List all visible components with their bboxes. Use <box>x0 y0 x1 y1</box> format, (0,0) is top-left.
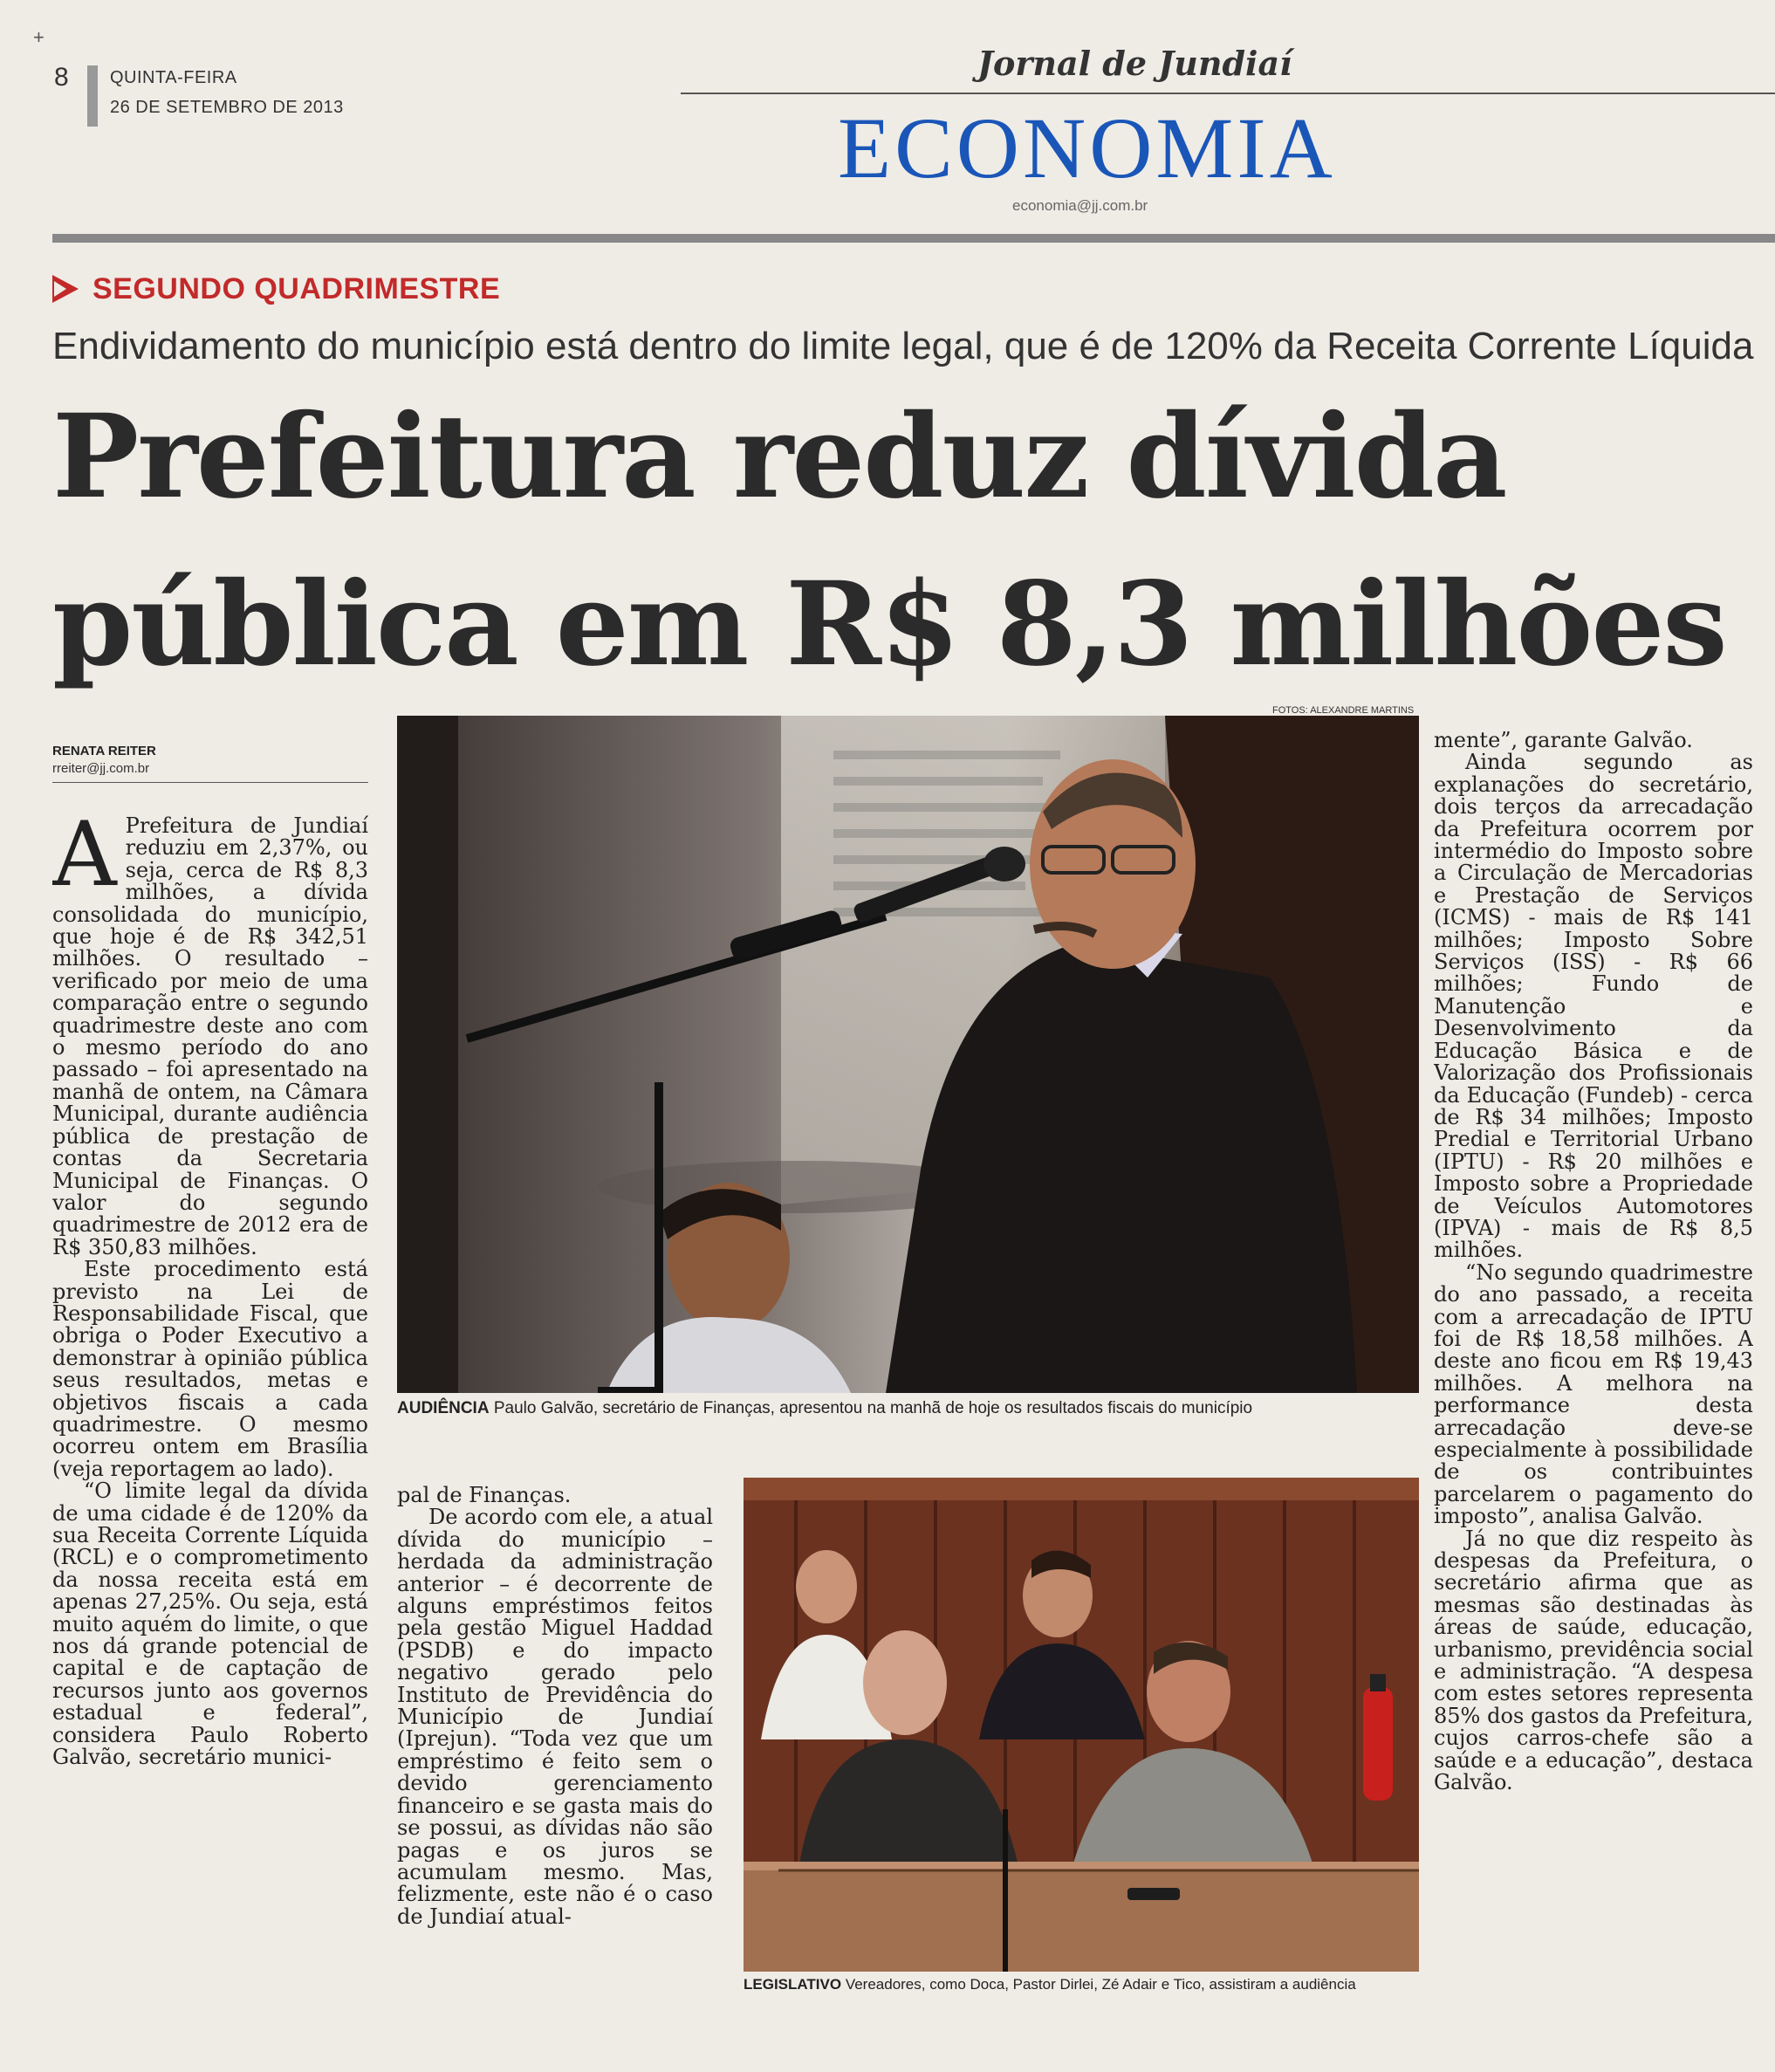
crop-mark: + <box>33 26 45 48</box>
section-divider <box>52 234 1775 243</box>
kicker-arrow-notch <box>54 281 66 297</box>
section-title: ECONOMIA <box>838 99 1336 196</box>
photo-credit: FOTOS: ALEXANDRE MARTINS <box>1272 705 1415 716</box>
issue-date: 26 DE SETEMBRO DE 2013 <box>110 98 344 117</box>
article-column-2 <box>397 1485 713 2052</box>
newspaper-name: Jornal de Jundiaí <box>977 44 1292 83</box>
photo-audiencia <box>397 716 1419 1393</box>
photo-audiencia-illustration <box>397 716 1419 1393</box>
issue-day: QUINTA-FEIRA <box>110 68 237 87</box>
column-2-paragraph-2: De acordo com ele, a atual dívida do município – herdada da administração anterior – é decorrente de alguns empréstimos feitos pela gestão Miguel Haddad (PSDB) e do impacto negativo gerado pelo Instituto de Previdência do Município de Jundiaí (Iprejun). “Toda vez que um empréstimo é feito sem o devido gerenciamento financeiro e se gasta mais do se possui, as dívidas não são pagas e os juros se acumulam mesmo. Mas, felizmente, este não é o caso de Jundiaí atual- <box>397 1505 713 1929</box>
article-column-3 <box>1434 730 1753 2056</box>
column-3-paragraph-1: mente”, garante Galvão. <box>1434 730 1693 752</box>
caption-text: Vereadores, como Doca, Pastor Dirlei, Zé Adair e Tico, assistiram a audiência <box>845 1976 1356 1993</box>
page-number: 8 <box>54 63 69 92</box>
photo-legislativo <box>744 1478 1419 1972</box>
headline-line-1: Prefeitura reduz dívida <box>52 389 1506 525</box>
caption-text: Paulo Galvão, secretário de Finanças, apresentou na manhã de hoje os resultados fiscais do município <box>493 1399 1253 1417</box>
caption-label: LEGISLATIVO <box>744 1976 842 1993</box>
article-column-1 <box>52 815 368 2055</box>
column-2-paragraph-1: pal de Finanças. <box>397 1485 572 1507</box>
photo-caption-audiencia <box>397 1399 1419 1418</box>
column-1-paragraph-2: Este procedimento está previsto na Lei de Responsabilidade Fiscal, que obriga o Poder Executivo a demonstrar à opinião pública seus resultados, metas e objetivos fiscais a cada quadrimestre. O mesmo ocorreu ontem em Brasília (veja reportagem ao lado). <box>52 1257 368 1481</box>
drop-cap: A <box>52 815 117 907</box>
article-kicker: SEGUNDO QUADRIMESTRE <box>93 272 501 305</box>
section-email: economia@jj.com.br <box>1012 197 1148 214</box>
header-rule <box>681 93 1775 94</box>
byline-author: RENATA REITER <box>52 744 156 758</box>
column-3-paragraph-3: “No segundo quadrimestre do ano passado, a receita com a arrecadação de IPTU foi de R$ 18,58 milhões. A deste ano ficou em R$ 19,43 milhões. A melhora na performance desta arrecadação deve-se especialmente à possibilidade de os contribuintes parcelarem o pagamento do imposto”, analisa Galvão. <box>1434 1259 1753 1529</box>
article-subhead: Endividamento do município está dentro do limite legal, que é de 120% da Receita Corrente Líquida <box>52 325 1754 367</box>
column-3-paragraph-4: Já no que diz respeito às despesas da Prefeitura, o secretário afirma que as mesmas são destinadas às áreas de saúde, educação, urbanismo, previdência social e administração. “A despesa com estes setores representa 85% dos gastos da Prefeitura, cujos carros-chefe são a saúde e a educação”, destaca Galvão. <box>1434 1526 1753 1795</box>
headline-line-2: pública em R$ 8,3 milhões <box>52 557 1726 692</box>
column-1-paragraph-1 <box>52 815 368 1259</box>
paragraph-text: Prefeitura de Jundiaí reduziu em 2,37%, ou seja, cerca de R$ 8,3 milhões, a dívida consolidada do município, que hoje é de R$ 342,51 milhões. O resultado – verificado por meio de uma comparação entre o segundo quadrimestre deste ano com o mesmo período do ano passado – foi apresentado na manhã de ontem, na Câmara Municipal, durante audiência pública de prestação de contas da Secretaria Municipal de Finanças. O valor do segundo quadrimestre de 2012 era de R$ 350,83 milhões. <box>52 815 368 1259</box>
caption-label: AUDIÊNCIA <box>397 1399 490 1417</box>
column-3-paragraph-2: Ainda segundo as explanações do secretário, dois terços da arrecadação da Prefeitura ocorrem por intermédio do Imposto sobre a Circulação de Mercadorias e Prestação de Serviços (ICMS) - mais de R$ 141 milhões; Imposto Sobre Serviços (ISS) - R$ 66 milhões; Fundo de Manutenção e Desenvolvimento da Educação Básica e de Valorização dos Profissionais da Educação (Fundeb) - cerca de R$ 34 milhões; Imposto Predial e Territorial Urbano (IPTU) - R$ 20 milhões e Imposto sobre a Propriedade de Veículos Automotores (IPVA) - mais de R$ 8,5 milhões. <box>1434 750 1753 1263</box>
column-1-paragraph-3: “O limite legal da dívida de uma cidade é de 120% da sua Receita Corrente Líquida (RCL) e o comprometimento da nossa receita está em apenas 27,25%. Ou seja, está muito aquém do limite, o que nos dá grande potencial de capital e de captação de recursos junto aos governos estadual e federal”, considera Paulo Roberto Galvão, secretário munici- <box>52 1479 368 1770</box>
byline-email: rreiter@jj.com.br <box>52 761 150 776</box>
photo-caption-legislativo <box>744 1976 1419 1993</box>
byline-rule <box>52 782 368 783</box>
page-number-bar <box>87 65 98 127</box>
photo-legislativo-illustration <box>744 1478 1419 1972</box>
